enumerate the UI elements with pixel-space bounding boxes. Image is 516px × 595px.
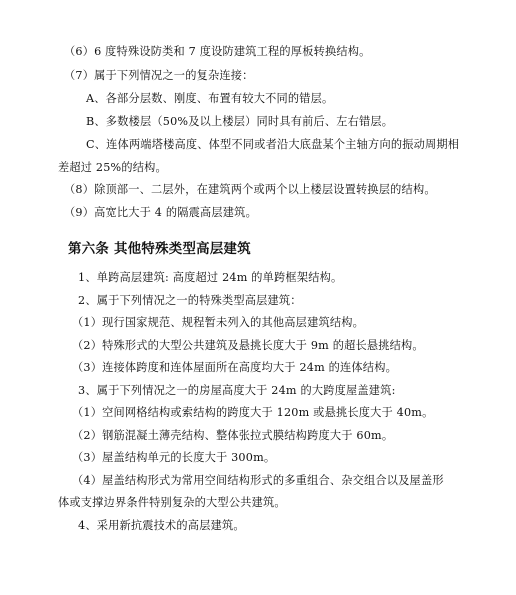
clause-2-2: （2）特殊形式的大型公共建筑及悬挑长度大于 9m 的超长悬挑结构。 xyxy=(72,339,424,352)
clause-3-2: （2）钢筋混凝土薄壳结构、整体张拉式膜结构跨度大于 60m。 xyxy=(72,429,394,442)
clause-3: 3、属于下列情况之一的房屋高度大于 24m 的大跨度屋盖建筑: xyxy=(78,384,396,397)
clause-3-4-cont: 体或支撑边界条件特别复杂的大型公共建筑。 xyxy=(58,496,286,509)
clause-2: 2、属于下列情况之一的特殊类型高层建筑： xyxy=(78,294,302,307)
item-9: （9）高宽比大于 4 的隔震高层建筑。 xyxy=(64,206,257,219)
clause-3-1: （1）空间网格结构或索结构的跨度大于 120m 或悬挑长度大于 40m。 xyxy=(72,406,434,419)
clause-4: 4、采用新抗震技术的高层建筑。 xyxy=(78,519,245,532)
item-7-c-cont: 差超过 25%的结构。 xyxy=(58,161,167,174)
section-heading: 第六条 其他特殊类型高层建筑 xyxy=(68,242,251,257)
item-7: （7）属于下列情况之一的复杂连接： xyxy=(64,69,254,82)
item-7-a: A、各部分层数、刚度、布置有较大不同的错层。 xyxy=(86,92,334,105)
clause-3-3: （3）屋盖结构单元的长度大于 300m。 xyxy=(72,451,276,464)
clause-3-4: （4）屋盖结构形式为常用空间结构形式的多重组合、杂交组合以及屋盖形 xyxy=(72,474,444,487)
item-8: （8）除顶部一、二层外，在建筑两个或两个以上楼层设置转换层的结构。 xyxy=(64,183,436,196)
clause-1: 1、单跨高层建筑: 高度超过 24m 的单跨框架结构。 xyxy=(78,271,343,284)
item-7-c: C、连体两端塔楼高度、体型不同或者沿大底盘某个主轴方向的振动周期相 xyxy=(86,138,460,151)
clause-2-1: （1）现行国家规范、规程暂未列入的其他高层建筑结构。 xyxy=(72,316,365,329)
item-7-b: B、多数楼层（50%及以上楼层）同时具有前后、左右错层。 xyxy=(86,115,394,128)
clause-2-3: （3）连接体跨度和连体屋面所在高度均大于 24m 的连体结构。 xyxy=(72,361,397,374)
item-6: （6）6 度特殊设防类和 7 度设防建筑工程的厚板转换结构。 xyxy=(64,45,371,58)
